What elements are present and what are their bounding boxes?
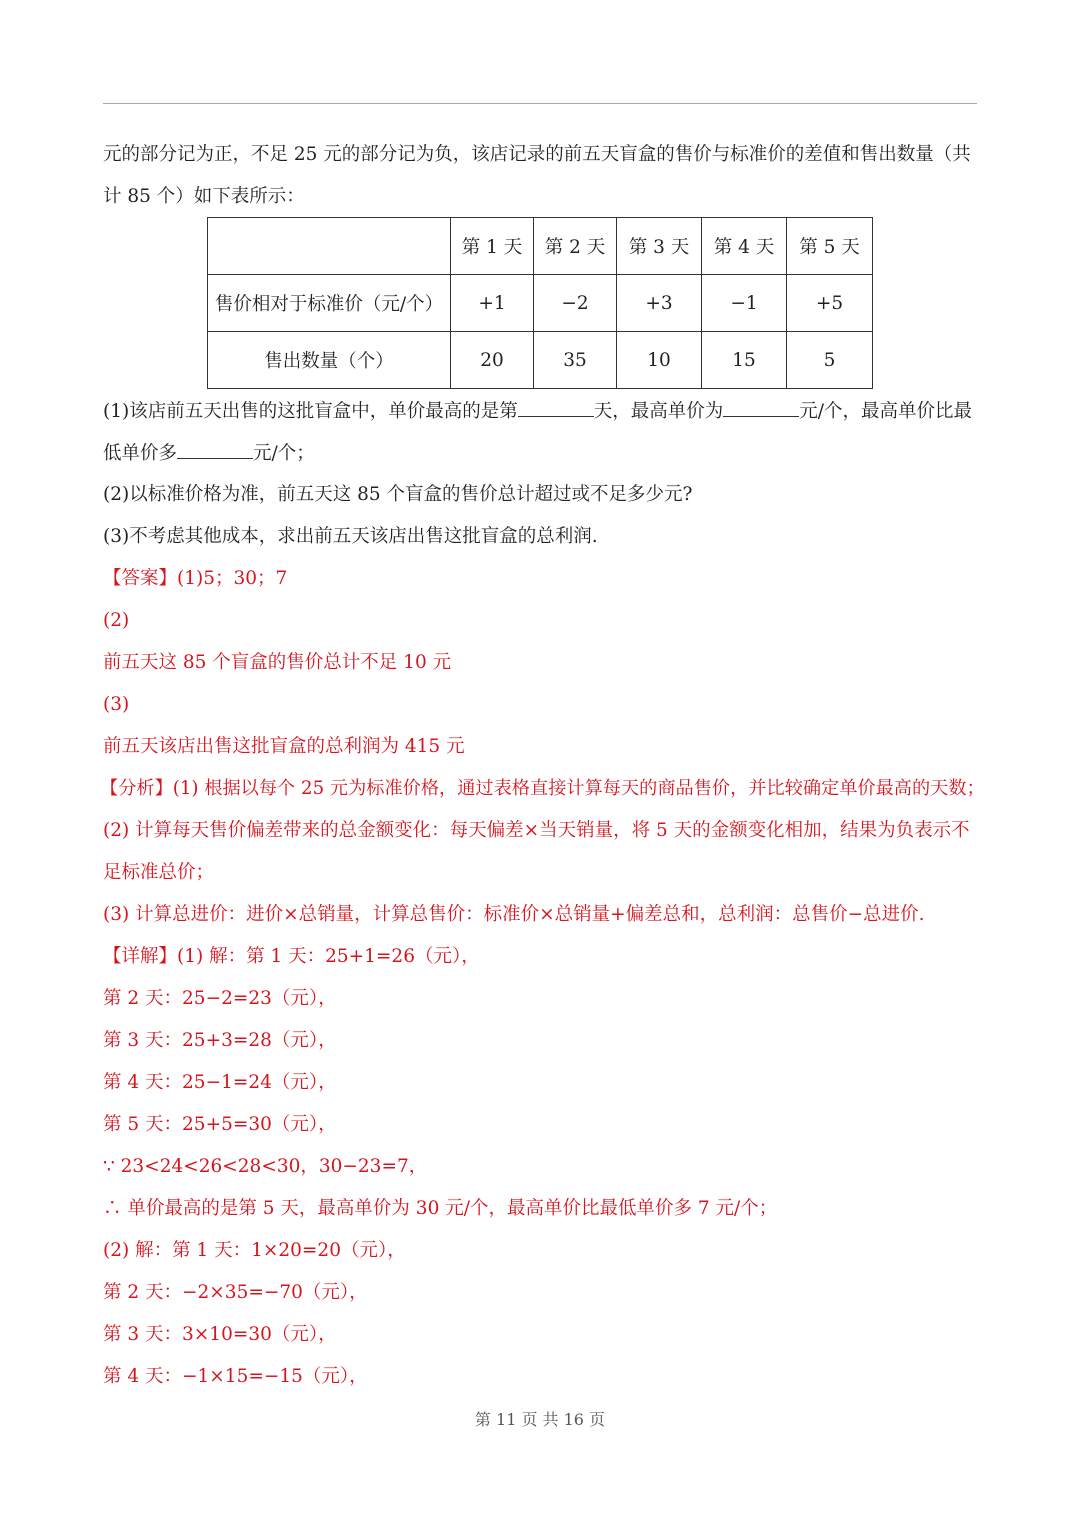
detail-line: 第 3 天：3×10=30（元）， [103,1324,337,1345]
table-header-cell: 第 1 天 [451,218,534,275]
question-1-text: 元/个，最高单价比最 [799,401,972,422]
table-cell: −1 [702,275,787,332]
table-cell: +5 [787,275,873,332]
answer-blank[interactable] [723,398,799,417]
question-3: (3)不考虑其他成本，求出前五天该店出售这批盲盒的总利润. [103,526,598,547]
question-1-text: 低单价多 [103,443,178,464]
table-header-row [208,218,873,275]
table-cell: 10 [617,332,702,389]
analysis-line: 足标准总价； [103,862,215,883]
intro-line-2: 计 85 个）如下表所示： [103,186,305,207]
table-cell: +3 [617,275,702,332]
question-1-text: 元/个； [253,443,315,464]
analysis-line: (3) 计算总进价：进价×总销量，计算总售价：标准价×总销量+偏差总和，总利润：总售价−总进价. [103,904,925,925]
detail-line: 第 2 天：25−2=23（元）， [103,988,337,1009]
intro-line-1: 元的部分记为正，不足 25 元的部分记为负，该店记录的前五天盲盒的售价与标准价的差值和售出数量（共 [103,144,971,165]
page-footer: 第 11 页 共 16 页 [474,1410,606,1429]
table-cell: 售价相对于标准价（元/个） [208,275,451,332]
question-1-text: 天，最高单价为 [593,401,724,422]
question-1-text: (1)该店前五天出售的这批盲盒中，单价最高的是第 [103,401,518,422]
detail-line: ∴ 单价最高的是第 5 天，最高单价为 30 元/个，最高单价比最低单价多 7 元/个； [103,1198,778,1219]
detail-line: 第 4 天：25−1=24（元）， [103,1072,337,1093]
table-header-cell: 第 2 天 [534,218,617,275]
table-cell: 5 [787,332,873,389]
table-cell: +1 [451,275,534,332]
question-1-line-2 [103,440,315,467]
detail-line: 第 4 天：−1×15=−15（元）， [103,1366,368,1387]
price-table [207,217,873,389]
table-cell: −2 [534,275,617,332]
question-2: (2)以标准价格为准，前五天这 85 个盲盒的售价总计超过或不足多少元? [103,484,693,505]
table-cell: 35 [534,332,617,389]
answer-line: 【答案】(1)5；30；7 [103,568,288,589]
detail-line: 第 2 天：−2×35=−70（元）， [103,1282,368,1303]
analysis-line: 【分析】(1) 根据以每个 25 元为标准价格，通过表格直接计算每天的商品售价，并比较确定单价最高的天数； [100,778,985,799]
answer-blank[interactable] [518,398,594,417]
table-header-cell: 第 3 天 [617,218,702,275]
answer-line: (2) [103,610,130,631]
answer-line: 前五天这 85 个盲盒的售价总计不足 10 元 [103,652,452,673]
detail-line: (2) 解：第 1 天：1×20=20（元）， [103,1240,406,1261]
table-header-cell: 第 4 天 [702,218,787,275]
detail-line: 第 3 天：25+3=28（元）， [103,1030,337,1051]
answer-line: (3) [103,694,130,715]
analysis-line: (2) 计算每天售价偏差带来的总金额变化：每天偏差×当天销量，将 5 天的金额变化相加，结果为负表示不 [103,820,970,841]
header-rule [103,103,977,104]
table-row [208,275,873,332]
answer-line: 前五天该店出售这批盲盒的总利润为 415 元 [103,736,465,757]
table-cell: 15 [702,332,787,389]
table-header-cell: 第 5 天 [787,218,873,275]
answer-blank[interactable] [177,440,253,459]
detail-line: ∵ 23<24<26<28<30，30−23=7， [103,1156,428,1177]
table-header-cell [208,218,451,275]
detail-line: 第 5 天：25+5=30（元）， [103,1114,337,1135]
table-row [208,332,873,389]
table-cell: 售出数量（个） [208,332,451,389]
question-1-line-1 [103,398,972,425]
table-cell: 20 [451,332,534,389]
detail-line: 【详解】(1) 解：第 1 天：25+1=26（元）， [103,946,480,967]
